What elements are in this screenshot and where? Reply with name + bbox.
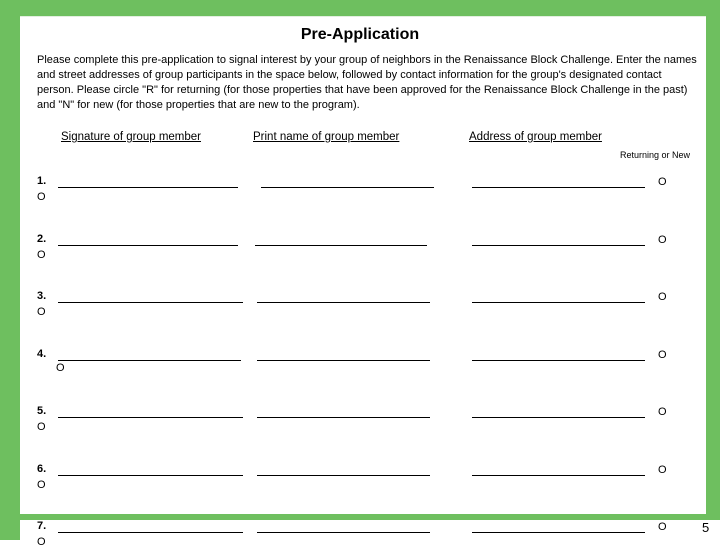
print-name-line[interactable] — [257, 475, 430, 476]
returning-new-mark[interactable]: O — [658, 349, 667, 361]
address-line[interactable] — [472, 187, 645, 188]
signature-line[interactable] — [58, 302, 243, 303]
signature-line[interactable] — [58, 187, 238, 188]
page-number: 5 — [702, 520, 710, 535]
row-circle-mark: O — [37, 536, 46, 548]
signature-line[interactable] — [58, 417, 243, 418]
signature-line[interactable] — [58, 360, 241, 361]
returning-new-mark[interactable]: O — [658, 291, 667, 303]
bottom-strip — [0, 520, 720, 540]
green-border-right — [706, 0, 720, 518]
intro-paragraph: Please complete this pre-application to signal interest by your group of neighbors in the Renaissance Block Challenge. Enter the names and street addresses of group participants in the space below, followed by contact information for the group's designated contact person. Please circle "R" for returning (for those properties that have been approved for the Renaissance Block Challenge in the past) and "N" for new (for those properties that are new to the program). — [37, 54, 697, 111]
returning-new-mark[interactable]: O — [658, 406, 667, 418]
page-title: Pre-Application — [300, 26, 420, 43]
print-name-line[interactable] — [257, 360, 430, 361]
row-circle-mark: O — [37, 306, 46, 318]
print-name-line[interactable] — [257, 417, 430, 418]
row-number: 3. — [37, 290, 47, 302]
column-header-address: Address of group member — [469, 131, 602, 143]
row-circle-mark: O — [37, 249, 46, 261]
address-line[interactable] — [472, 302, 645, 303]
row-number: 7. — [37, 520, 47, 532]
returning-new-mark[interactable]: O — [658, 464, 667, 476]
row-number: 1. — [37, 175, 47, 187]
print-name-line[interactable] — [255, 245, 427, 246]
returning-new-mark[interactable]: O — [658, 234, 667, 246]
signature-line[interactable] — [58, 532, 243, 533]
row-number: 6. — [37, 463, 47, 475]
address-line[interactable] — [472, 360, 645, 361]
column-header-returning: Returning or New — [620, 150, 691, 160]
inner-rule — [20, 16, 706, 17]
row-number: 5. — [37, 405, 47, 417]
address-line[interactable] — [472, 532, 645, 533]
print-name-line[interactable] — [257, 532, 430, 533]
print-name-line[interactable] — [257, 302, 430, 303]
print-name-line[interactable] — [261, 187, 434, 188]
signature-line[interactable] — [58, 245, 238, 246]
column-header-signature: Signature of group member — [61, 131, 201, 143]
returning-new-mark[interactable]: O — [658, 176, 667, 188]
row-number: 4. — [37, 348, 47, 360]
address-line[interactable] — [472, 475, 645, 476]
column-header-print-name: Print name of group member — [253, 131, 400, 143]
returning-new-mark[interactable]: O — [658, 521, 667, 533]
row-circle-mark: O — [37, 191, 46, 203]
row-circle-mark: O — [56, 362, 65, 374]
row-number: 2. — [37, 233, 47, 245]
green-border-top — [0, 0, 720, 16]
green-border-corner — [0, 520, 20, 540]
address-line[interactable] — [472, 417, 645, 418]
green-border-left — [0, 0, 20, 540]
row-circle-mark: O — [37, 421, 46, 433]
signature-line[interactable] — [58, 475, 243, 476]
row-circle-mark: O — [37, 479, 46, 491]
address-line[interactable] — [472, 245, 645, 246]
